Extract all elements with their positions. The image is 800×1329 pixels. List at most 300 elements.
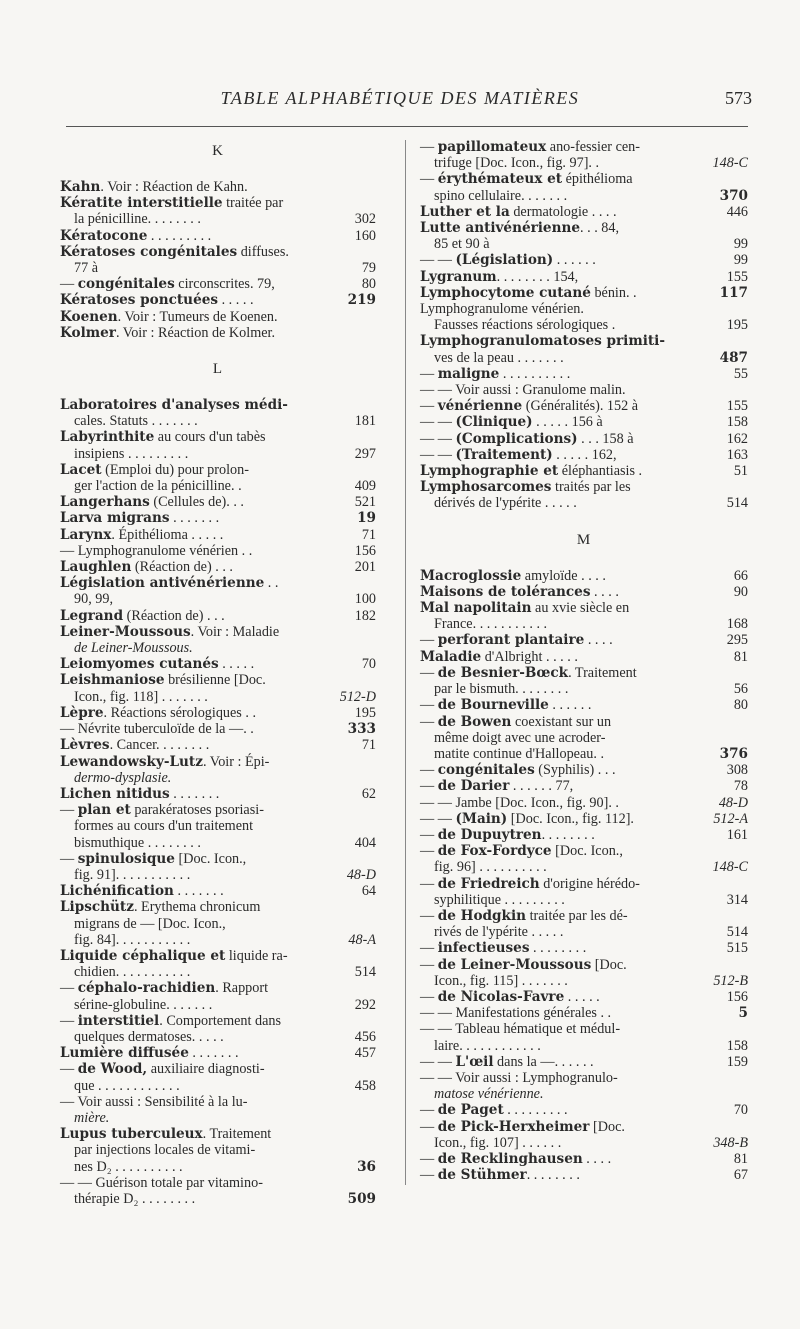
entry-text: chidien. . . . . . . . . . . <box>74 964 191 981</box>
entry-page-number: 161 <box>726 826 748 843</box>
entry-text: ger l'action de la pénicilline. . <box>74 478 242 495</box>
entry-page-number: 404 <box>354 834 376 851</box>
index-entry <box>420 414 748 430</box>
entry-text: syphilitique . . . . . . . . . <box>434 891 565 908</box>
index-entry <box>420 1054 748 1070</box>
entry-page-number: 158 <box>726 1037 748 1054</box>
entry-text: insipiens . . . . . . . . . <box>74 445 189 462</box>
entry-page-number: 456 <box>354 1028 376 1045</box>
index-entry <box>420 924 748 940</box>
entry-page-number: 182 <box>354 607 376 624</box>
entry-text: — de Besnier-Bœck. Traitement <box>420 664 637 681</box>
entry-text: spino cellulaire. . . . . . . <box>434 187 568 204</box>
entry-page-number: 66 <box>733 567 748 584</box>
index-entry <box>60 591 376 607</box>
index-entry <box>60 689 376 705</box>
index-entry <box>420 220 748 236</box>
entry-text: Lupus tuberculeux. Traitement <box>60 1126 272 1143</box>
entry-text: 77 à <box>74 260 99 277</box>
entry-page-number: 457 <box>354 1045 376 1062</box>
index-entry <box>420 350 748 366</box>
index-entry <box>60 867 376 883</box>
index-entry <box>420 269 748 285</box>
entry-page-number: 159 <box>726 1053 748 1070</box>
entry-text: Kolmer. Voir : Réaction de Kolmer. <box>60 324 276 341</box>
entry-page-number: 48-D <box>346 866 376 883</box>
entry-text: — — (Main) [Doc. Icon., fig. 112]. <box>420 810 634 827</box>
entry-text: — de Paget . . . . . . . . . <box>420 1102 568 1119</box>
entry-page-number: 297 <box>354 445 376 462</box>
index-entry <box>420 989 748 1005</box>
entry-text: — congénitales (Syphilis) . . . <box>420 762 616 779</box>
index-entry <box>60 624 376 640</box>
entry-page-number: 48-A <box>348 931 376 948</box>
entry-page-number: 117 <box>719 284 748 301</box>
entry-text: — de Hodgkin traitée par les dé- <box>420 907 628 924</box>
entry-text: ves de la peau . . . . . . . <box>434 349 564 366</box>
entry-text: Leiner-Moussous. Voir : Maladie <box>60 623 280 640</box>
index-entry <box>420 584 748 600</box>
entry-text: Kératocone . . . . . . . . . <box>60 227 212 244</box>
section-letter: M <box>576 531 592 548</box>
index-entry <box>60 413 376 429</box>
index-entry <box>420 1151 748 1167</box>
entry-page-number: 62 <box>361 785 376 802</box>
index-entry <box>60 1175 376 1191</box>
index-entry <box>420 431 748 447</box>
index-entry <box>420 463 748 479</box>
entry-page-number: 155 <box>726 268 748 285</box>
index-entry <box>60 672 376 688</box>
entry-text: mière. <box>74 1109 110 1126</box>
entry-page-number: 81 <box>733 1150 748 1167</box>
index-entry <box>60 754 376 770</box>
entry-page-number: 19 <box>357 510 376 527</box>
entry-text: — de Darier . . . . . . 77, <box>420 778 574 795</box>
index-entry <box>60 429 376 445</box>
entry-text: Larynx. Épithélioma . . . . . <box>60 526 224 543</box>
index-entry <box>60 948 376 964</box>
index-entry <box>60 1078 376 1094</box>
index-entry <box>60 195 376 211</box>
entry-page-number: 512-B <box>713 972 748 989</box>
index-entry <box>420 859 748 875</box>
entry-text: — — (Législation) . . . . . . <box>420 252 596 269</box>
index-entry <box>60 786 376 802</box>
entry-text: Lutte antivénérienne. . . 84, <box>420 220 620 237</box>
entry-page-number: 71 <box>361 737 376 754</box>
entry-text: dérivés de l'ypérite . . . . . <box>434 495 577 512</box>
entry-text: Larva migrans . . . . . . . <box>60 510 220 527</box>
index-entry <box>420 447 748 463</box>
index-entry <box>60 1191 376 1207</box>
entry-text: Icon., fig. 118] . . . . . . . <box>74 688 208 705</box>
entry-page-number: 512-A <box>713 810 748 827</box>
entry-text: — — Manifestations générales . . <box>420 1005 612 1022</box>
index-entry <box>420 1005 748 1021</box>
entry-text: Législation antivénérienne . . <box>60 575 279 592</box>
index-entry <box>60 494 376 510</box>
entry-page-number: 71 <box>361 526 376 543</box>
entry-text: Kératoses congénitales diffuses. <box>60 243 289 260</box>
entry-text: Kératoses ponctuées . . . . . <box>60 292 254 309</box>
entry-page-number: 446 <box>726 203 748 220</box>
entry-text: même doigt avec une acroder- <box>434 729 606 746</box>
entry-page-number: 195 <box>354 704 376 721</box>
entry-text: Lewandowsky-Lutz. Voir : Épi- <box>60 753 270 770</box>
index-entry <box>420 155 748 171</box>
index-entry <box>420 139 748 155</box>
entry-page-number: 487 <box>719 349 748 366</box>
entry-page-number: 314 <box>726 891 748 908</box>
entry-page-number: 514 <box>726 495 748 512</box>
entry-page-number: 162 <box>726 430 748 447</box>
index-entry <box>420 957 748 973</box>
index-entry <box>420 188 748 204</box>
page-header <box>0 88 800 118</box>
index-entry <box>60 851 376 867</box>
entry-text: Lymphogranulome vénérien. <box>420 301 584 318</box>
index-entry <box>420 301 748 317</box>
entry-page-number: 514 <box>354 964 376 981</box>
entry-page-number: 156 <box>354 542 376 559</box>
index-entry <box>420 1167 748 1183</box>
entry-text: Lèpre. Réactions sérologiques . . <box>60 704 257 721</box>
index-entry <box>60 640 376 656</box>
index-entry <box>60 446 376 462</box>
entry-text: Liquide céphalique et liquide ra- <box>60 947 288 964</box>
entry-text: — interstitiel. Comportement dans <box>60 1012 281 1029</box>
index-entry <box>420 382 748 398</box>
index-entry <box>60 964 376 980</box>
entry-text: Luther et la dermatologie . . . . <box>420 203 617 220</box>
entry-page-number: 99 <box>733 236 748 253</box>
index-entry <box>420 236 748 252</box>
entry-text: Mal napolitain au xvie siècle en <box>420 600 630 617</box>
entry-text: Labyrinthite au cours d'un tabès <box>60 429 266 446</box>
entry-page-number: 158 <box>726 414 748 431</box>
index-entry <box>420 616 748 632</box>
entry-text: — de Bourneville . . . . . . <box>420 697 592 714</box>
entry-page-number: 195 <box>726 317 748 334</box>
entry-text: — de Leiner-Moussous [Doc. <box>420 956 627 973</box>
entry-text: migrans de — [Doc. Icon., <box>74 915 226 932</box>
entry-page-number: 292 <box>354 996 376 1013</box>
index-entry <box>60 543 376 559</box>
entry-text: — de Nicolas-Favre . . . . . <box>420 988 600 1005</box>
page-number: 573 <box>725 88 752 108</box>
index-entry <box>60 510 376 526</box>
entry-page-number: 376 <box>719 745 748 762</box>
entry-text: France. . . . . . . . . . . <box>434 616 548 633</box>
entry-text: — Voir aussi : Sensibilité à la lu- <box>60 1093 248 1110</box>
entry-text: Maisons de tolérances . . . . <box>420 583 619 600</box>
index-entry <box>420 714 748 730</box>
entry-text: — — (Traitement) . . . . . 162, <box>420 446 617 463</box>
entry-text: fig. 84]. . . . . . . . . . . <box>74 931 191 948</box>
index-entry <box>60 705 376 721</box>
index-entry <box>60 276 376 292</box>
index-entry <box>60 397 376 413</box>
index-entry <box>420 252 748 268</box>
entry-text: nes D₂ . . . . . . . . . . <box>74 1158 183 1175</box>
index-entry <box>60 899 376 915</box>
index-entry <box>420 892 748 908</box>
entry-text: de Leiner-Moussous. <box>74 640 193 657</box>
index-entry <box>420 171 748 187</box>
index-entry <box>420 730 748 746</box>
index-entry <box>420 333 748 349</box>
index-entry <box>60 228 376 244</box>
entry-text: Lymphosarcomes traités par les <box>420 479 631 496</box>
entry-page-number: 512-D <box>339 688 376 705</box>
entry-page-number: 80 <box>733 697 748 714</box>
entry-text: — — (Complications) . . . 158 à <box>420 430 634 447</box>
index-entry <box>420 908 748 924</box>
entry-text: — de Friedreich d'origine hérédo- <box>420 875 640 892</box>
entry-text: Leishmaniose brésilienne [Doc. <box>60 672 266 689</box>
entry-page-number: 90 <box>733 583 748 600</box>
entry-text: que . . . . . . . . . . . . <box>74 1077 180 1094</box>
index-entry <box>420 940 748 956</box>
index-entry <box>60 260 376 276</box>
index-entry <box>420 1038 748 1054</box>
entry-text: — de Recklinghausen . . . . <box>420 1150 612 1167</box>
index-entry <box>420 973 748 989</box>
index-entry <box>420 1021 748 1037</box>
index-entry <box>420 1135 748 1151</box>
entry-text: Leiomyomes cutanés . . . . . <box>60 656 255 673</box>
entry-text: Lichénification . . . . . . . <box>60 883 224 900</box>
entry-text: — — (Clinique) . . . . . 156 à <box>420 414 603 431</box>
entry-page-number: 333 <box>347 721 376 738</box>
entry-page-number: 80 <box>361 276 376 293</box>
entry-text: bismuthique . . . . . . . . <box>74 834 201 851</box>
index-entry <box>60 462 376 478</box>
index-entry <box>420 285 748 301</box>
section-letter: K <box>212 143 224 159</box>
entry-text: Kahn. Voir : Réaction de Kahn. <box>60 179 248 195</box>
index-entry <box>420 795 748 811</box>
entry-page-number: 163 <box>726 446 748 463</box>
entry-text: — maligne . . . . . . . . . . <box>420 365 571 382</box>
entry-page-number: 99 <box>733 252 748 269</box>
entry-text: — de Dupuytren. . . . . . . . <box>420 826 595 843</box>
entry-page-number: 201 <box>354 559 376 576</box>
entry-text: par injections locales de vitami- <box>74 1142 256 1159</box>
index-entry <box>60 575 376 591</box>
index-column-left <box>60 139 376 1207</box>
entry-text: — Lymphogranulome vénérien . . <box>60 542 253 559</box>
index-entry <box>60 1159 376 1175</box>
index-entry <box>60 211 376 227</box>
index-entry <box>60 608 376 624</box>
index-entry <box>420 649 748 665</box>
entry-text: — plan et parakératoses psoriasi- <box>60 802 264 819</box>
index-entry <box>420 811 748 827</box>
index-entry <box>420 762 748 778</box>
entry-page-number: 48-D <box>718 794 748 811</box>
entry-page-number: 521 <box>354 494 376 511</box>
entry-page-number: 56 <box>733 681 748 698</box>
index-entry <box>420 632 748 648</box>
index-entry <box>60 835 376 851</box>
index-entry <box>420 600 748 616</box>
index-entry <box>60 721 376 737</box>
index-entry <box>60 527 376 543</box>
entry-text: Macroglossie amyloïde . . . . <box>420 567 606 584</box>
index-entry <box>420 1070 748 1086</box>
index-entry <box>60 1045 376 1061</box>
entry-text: Lichen nitidus . . . . . . . <box>60 785 220 802</box>
entry-text: — céphalo-rachidien. Rapport <box>60 980 269 997</box>
entry-text: Legrand (Réaction de) . . . <box>60 607 225 624</box>
index-entry <box>420 495 748 511</box>
entry-text: dermo-dysplasie. <box>74 769 172 786</box>
entry-text: — érythémateux et épithélioma <box>420 171 633 188</box>
index-entry <box>60 1029 376 1045</box>
index-entry <box>420 697 748 713</box>
entry-text: — — Tableau hématique et médul- <box>420 1021 621 1038</box>
index-entry <box>60 997 376 1013</box>
index-entry <box>420 204 748 220</box>
entry-text: — de Bowen coexistant sur un <box>420 713 612 730</box>
running-title: TABLE ALPHABÉTIQUE DES MATIÈRES <box>220 88 580 108</box>
entry-page-number: 181 <box>354 413 376 430</box>
entry-page-number: 148-C <box>712 155 748 172</box>
index-entry <box>60 932 376 948</box>
entry-page-number: 515 <box>726 940 748 957</box>
header-rule <box>66 126 748 127</box>
entry-text: laire. . . . . . . . . . . . <box>434 1037 541 1054</box>
entry-page-number: 302 <box>354 211 376 228</box>
entry-text: — papillomateux ano-fessier cen- <box>420 139 640 155</box>
entry-page-number: 78 <box>733 778 748 795</box>
index-entry <box>60 883 376 899</box>
entry-text: — — L'œil dans la —. . . . . . <box>420 1053 594 1070</box>
index-entry <box>420 843 748 859</box>
entry-page-number: 160 <box>354 227 376 244</box>
entry-text: sérine-globuline. . . . . . . <box>74 996 213 1013</box>
entry-page-number: 295 <box>726 632 748 649</box>
entry-text: Icon., fig. 107] . . . . . . <box>434 1134 562 1151</box>
index-entry <box>60 1094 376 1110</box>
index-entry <box>420 568 748 584</box>
index-entry <box>420 366 748 382</box>
entry-text: matite continue d'Hallopeau. . <box>434 745 604 762</box>
index-entry <box>420 317 748 333</box>
entry-text: Koenen. Voir : Tumeurs de Koenen. <box>60 308 278 325</box>
entry-page-number: 348-B <box>713 1134 748 1151</box>
index-entry <box>420 1102 748 1118</box>
entry-page-number: 168 <box>726 616 748 633</box>
column-divider <box>405 140 406 1185</box>
entry-text: Lipschütz. Erythema chronicum <box>60 899 261 916</box>
entry-page-number: 148-C <box>712 859 748 876</box>
entry-page-number: 458 <box>354 1077 376 1094</box>
entry-page-number: 70 <box>733 1102 748 1119</box>
entry-page-number: 51 <box>733 463 748 480</box>
entry-text: — Névrite tuberculoïde de la —. . <box>60 721 254 738</box>
entry-page-number: 5 <box>738 1005 748 1022</box>
entry-page-number: 64 <box>361 883 376 900</box>
index-entry <box>60 656 376 672</box>
index-entry <box>60 737 376 753</box>
entry-text: — de Fox-Fordyce [Doc. Icon., <box>420 843 623 860</box>
entry-text: 90, 99, <box>74 591 114 608</box>
index-entry <box>420 1119 748 1135</box>
entry-text: Lymphographie et éléphantiasis . <box>420 463 643 480</box>
index-entry <box>60 325 376 341</box>
entry-text: — de Pick-Herxheimer [Doc. <box>420 1118 625 1135</box>
index-entry <box>60 559 376 575</box>
entry-text: — — Voir aussi : Lymphogranulo- <box>420 1069 618 1086</box>
entry-text: — congénitales circonscrites. 79, <box>60 276 275 293</box>
entry-page-number: 308 <box>726 762 748 779</box>
index-entry <box>420 1086 748 1102</box>
index-entry <box>420 479 748 495</box>
index-entry <box>60 244 376 260</box>
index-entry <box>420 778 748 794</box>
entry-text: cales. Statuts . . . . . . . <box>74 413 198 430</box>
entry-text: fig. 91]. . . . . . . . . . . <box>74 866 191 883</box>
entry-page-number: 514 <box>726 924 748 941</box>
entry-text: par le bismuth. . . . . . . . <box>434 681 569 698</box>
entry-page-number: 509 <box>347 1190 376 1207</box>
entry-page-number: 67 <box>733 1167 748 1184</box>
entry-text: Laboratoires d'analyses médi- <box>60 397 288 414</box>
entry-page-number: 55 <box>733 365 748 382</box>
entry-text: Lymphocytome cutané bénin. . <box>420 284 637 301</box>
entry-text: Icon., fig. 115] . . . . . . . <box>434 972 568 989</box>
entry-text: Maladie d'Albright . . . . . <box>420 648 578 665</box>
index-column-right <box>420 139 748 1183</box>
entry-text: thérapie D₂ . . . . . . . . <box>74 1190 196 1207</box>
entry-text: — — Voir aussi : Granulome malin. <box>420 382 626 399</box>
entry-page-number: 409 <box>354 478 376 495</box>
entry-page-number: 36 <box>357 1158 376 1175</box>
index-entry <box>60 980 376 996</box>
entry-text: Lygranum. . . . . . . . 154, <box>420 268 579 285</box>
index-entry <box>60 802 376 818</box>
index-entry <box>60 818 376 834</box>
entry-text: rivés de l'ypérite . . . . . <box>434 924 564 941</box>
index-entry <box>420 876 748 892</box>
entry-page-number: 81 <box>733 648 748 665</box>
entry-text: Kératite interstitielle traitée par <box>60 195 284 212</box>
entry-text: — — Guérison totale par vitamino- <box>60 1174 263 1191</box>
entry-page-number: 219 <box>347 292 376 309</box>
entry-text: — vénérienne (Généralités). 152 à <box>420 398 639 415</box>
entry-page-number: 370 <box>719 187 748 204</box>
entry-page-number: 156 <box>726 988 748 1005</box>
entry-page-number: 155 <box>726 398 748 415</box>
entry-page-number: 79 <box>361 260 376 277</box>
entry-text: trifuge [Doc. Icon., fig. 97]. . <box>434 155 600 172</box>
index-entry <box>420 827 748 843</box>
section-letter: L <box>212 361 224 378</box>
index-entry <box>420 681 748 697</box>
entry-page-number: 70 <box>361 656 376 673</box>
entry-text: la pénicilline. . . . . . . . <box>74 211 201 228</box>
index-entry <box>420 665 748 681</box>
index-entry <box>60 1110 376 1126</box>
entry-page-number: 100 <box>354 591 376 608</box>
index-entry <box>60 478 376 494</box>
entry-text: Lacet (Emploi du) pour prolon- <box>60 461 249 478</box>
index-entry <box>60 770 376 786</box>
index-entry <box>60 916 376 932</box>
